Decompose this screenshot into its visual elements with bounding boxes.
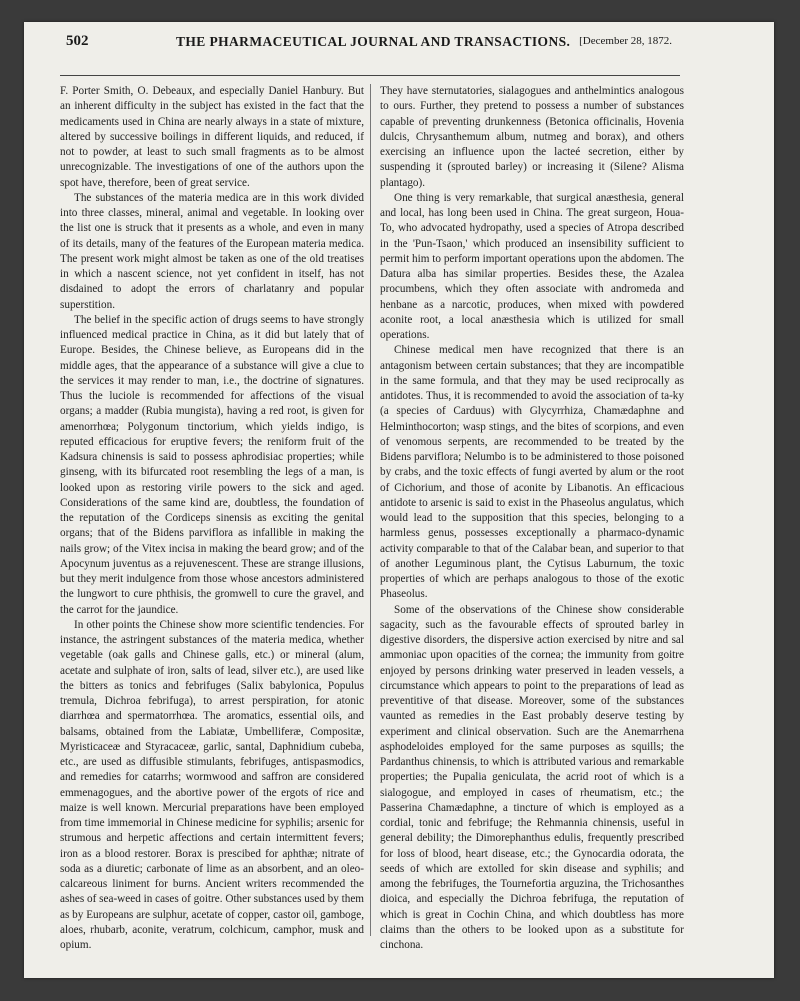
paragraph: The belief in the specific action of drugs seems to have strongly influenced medical practice in China, as it did but lately that of Europe. Besides, the Chinese believe, as Europeans did in the middle ages, that the appearance of a substance will give a clue to the services it may render to man, i.e., the doctrine of signatures. Thus the luciole is recommended for affections of the visual organs; a madder (Rubia mungista), having a red root, is given for amenorrhœa; Polygonum tinctorium, which yields indigo, is reputed efficacious for eruptive fevers; the reniform fruit of the Kadsura chinensis is said to possess aphrodisiac properties; while ginseng, with its bifurcated root resembling the legs of a man, is looked upon as restoring virile powers to the sick and aged. Considerations of the same kind are, doubtless, the foundation of the reputation of the Cordiceps sinensis as exciting the genital organs; that of the Bidens parviflora as infallible in making the nails grow; of the Vitex incisa in making the beard grow; and of the Apocynum juventus as a rejuvenescent. These are strange illusions, but they merit indulgence from those whose ancestors administered the lungwort to cure phthisis, the gromwell to cure the gravel, and the carrot for the jaundice.: [60, 313, 364, 616]
paragraph: One thing is very remarkable, that surgical anæsthesia, general and local, has long been used in China. The great surgeon, Houa-To, who advocated hydropathy, used a species of Atropa described in the 'Pun-Tsaon,' which produced an insensibility sufficient to permit him to perform important operations upon the abdomen. The Datura alba has similar properties. Besides these, the Azalea procumbens, which they often associate with andromeda and henbane as a narcotic, produces, when mixed with powdered aconite root, a local anæsthesia which is utilized for small operations.: [380, 191, 684, 341]
left-column: [60, 84, 364, 951]
page-header: [66, 33, 672, 55]
journal-title: THE PHARMACEUTICAL JOURNAL AND TRANSACTIONS.: [176, 34, 571, 49]
header-rule: [60, 75, 680, 76]
paragraph: F. Porter Smith, O. Debeaux, and especially Daniel Hanbury. But an inherent difficulty in the subject has existed in the fact that the medicaments used in China are nearly always in a state of mixture, altered by successive boilings in different liquids, and reduced, if not to powder, at least to such small fragments as to be almost unrecognizable. The investigations of one of the authors upon the spot have, therefore, been of great service.: [60, 85, 364, 189]
right-column: [380, 84, 684, 951]
paragraph: They have sternutatories, sialagogues and anthelmintics analogous to ours. Further, they pretend to possess a number of substances capable of preventing drunkenness (Betonica officinalis, Hovenia dulcis, Chrysanthemum album, nutmeg and borax), and others exercising an influence upon the lacteé secretion, either by suspending it (sprouted barley) or increasing it (Silene? Alisma plantago).: [380, 85, 684, 189]
paragraph: In other points the Chinese show more scientific tendencies. For instance, the astringent substances of the materia medica, whether vegetable (oak galls and Chinese galls, etc.) or mineral (alum, acetate and sulphate of iron, salts of lead, silver etc.), are used like the bitters as tonics and febrifuges (Salix babylonica, Populus tremula, Dichroa febrifuga), to arrest perspiration, for atonic diarrhœa and spermatorrhœa. The aromatics, essential oils, and balsams, obtained from the Labiatæ, Umbelliferæ, Compositæ, Myristicaceæ and Styracaceæ, garlic, santal, Daphnidium cubeba, etc., are used as diffusible stimulants, febrifuges, antispasmodics, and remedies for catarrhs; wormwood and saffron are considered emmenagogues, and the abortive power of the ergots of rice and maize is well known. Mercurial preparations have been employed from time immemorial in Chinese medicine for syphilis; arsenic for strumous and herpetic affections and certain intermittent fevers; iron as a blood restorer. Borax is prescibed for aphthæ; nitrate of soda as a diuretic; carbonate of lime as an absorbent, and an oleo-calcareous liniment for burns. Ancient writers recommended the ashes of sea-weed in cases of goitre. Other substances used by them as by Europeans are sulphur, acetate of copper, castor oil, gamboge, aloes, rhubarb, aconite, veratrum, colchicum, camphor, musk and opium.: [60, 618, 364, 951]
issue-date: [December 28, 1872.: [579, 35, 672, 47]
paragraph: Chinese medical men have recognized that there is an antagonism between certain substances; that they are incompatible in the same formula, and that they may be used reciprocally as antidotes. Thus, it is recommended to avoid the association of ta-ky (a species of Carduus) with Glycyrrhiza, Chamædaphne and Helminthocorton; wasp stings, and the bites of scorpions, and even of venomous serpents, are recommended to be treated by the Bidens parviflora; Nelumbo is to be administered to those poisoned by crabs, and the toxic effects of fungi averted by alum or the root of Cichorium, and those of aconite by Libanotis. An efficacious antidote to arsenic is said to exist in the Phaseolus angulatus, which would lead to the supposition that this species, belonging to a harmless genus, possesses exceptionally a pharmaco-dynamic activity comparable to that of the Calabar bean, and superior to that of another Leguminous plant, the Cytisus Laburnum, the toxic properties of which are perhaps analogous to those of the exotic Phaseolus.: [380, 344, 684, 601]
page-number: 502: [66, 33, 89, 49]
paragraph: The substances of the materia medica are in this work divided into three classes, mineral, animal and vegetable. In looking over the list one is struck that it presents as a whole, and even in many of its details, many of the features of the European materia medica. The present work might almost be taken as one of the old treatises in which a nascent science, not yet confident in itself, has not disdained to adopt the errors of charlatanry and popular superstition.: [60, 191, 364, 311]
column-divider: [370, 84, 371, 936]
paragraph: Some of the observations of the Chinese show considerable sagacity, such as the favourable effects of sprouted barley in digestive disorders, the dispersive action exercised by nitre and sal ammoniac upon opacities of the cornea; the immunity from goitre enjoyed by persons drinking water preserved in leaden vessels, a circumstance which appears to point to the preparations of lead as preventitive of that disease. Moreover, some of the substances vaunted as remedies in the East probably deserve testing by experiment and clinical observation. Such are the Anemarrhena asphodeloides employed for the same purposes as squills; the Pardanthus chinensis, to which is attributed various and remarkable properties; the Pupalia geniculata, the acrid root of which is a sialogogue, and employed in cases of rheumatism, etc.; the Passerina Chamædaphne, a tincture of which is employed as a cordial, tonic and febrifuge; the Rehmannia chinensis, useful in general debility; the Dimorephanthus edulis, frequently prescribed for loss of blood, heart disease, etc.; the Gynocardia odorata, the seeds of which are extolled for skin disease and syphilis; and among the febrifuges, the Tournefortia arguzina, the Trichosanthes dioica, and especially the Dichroa febrifuga, the reputation of which is great in Cochin China, and which doubtless has more claims than the others to be looked upon as a substitute for cinchona.: [380, 603, 684, 951]
